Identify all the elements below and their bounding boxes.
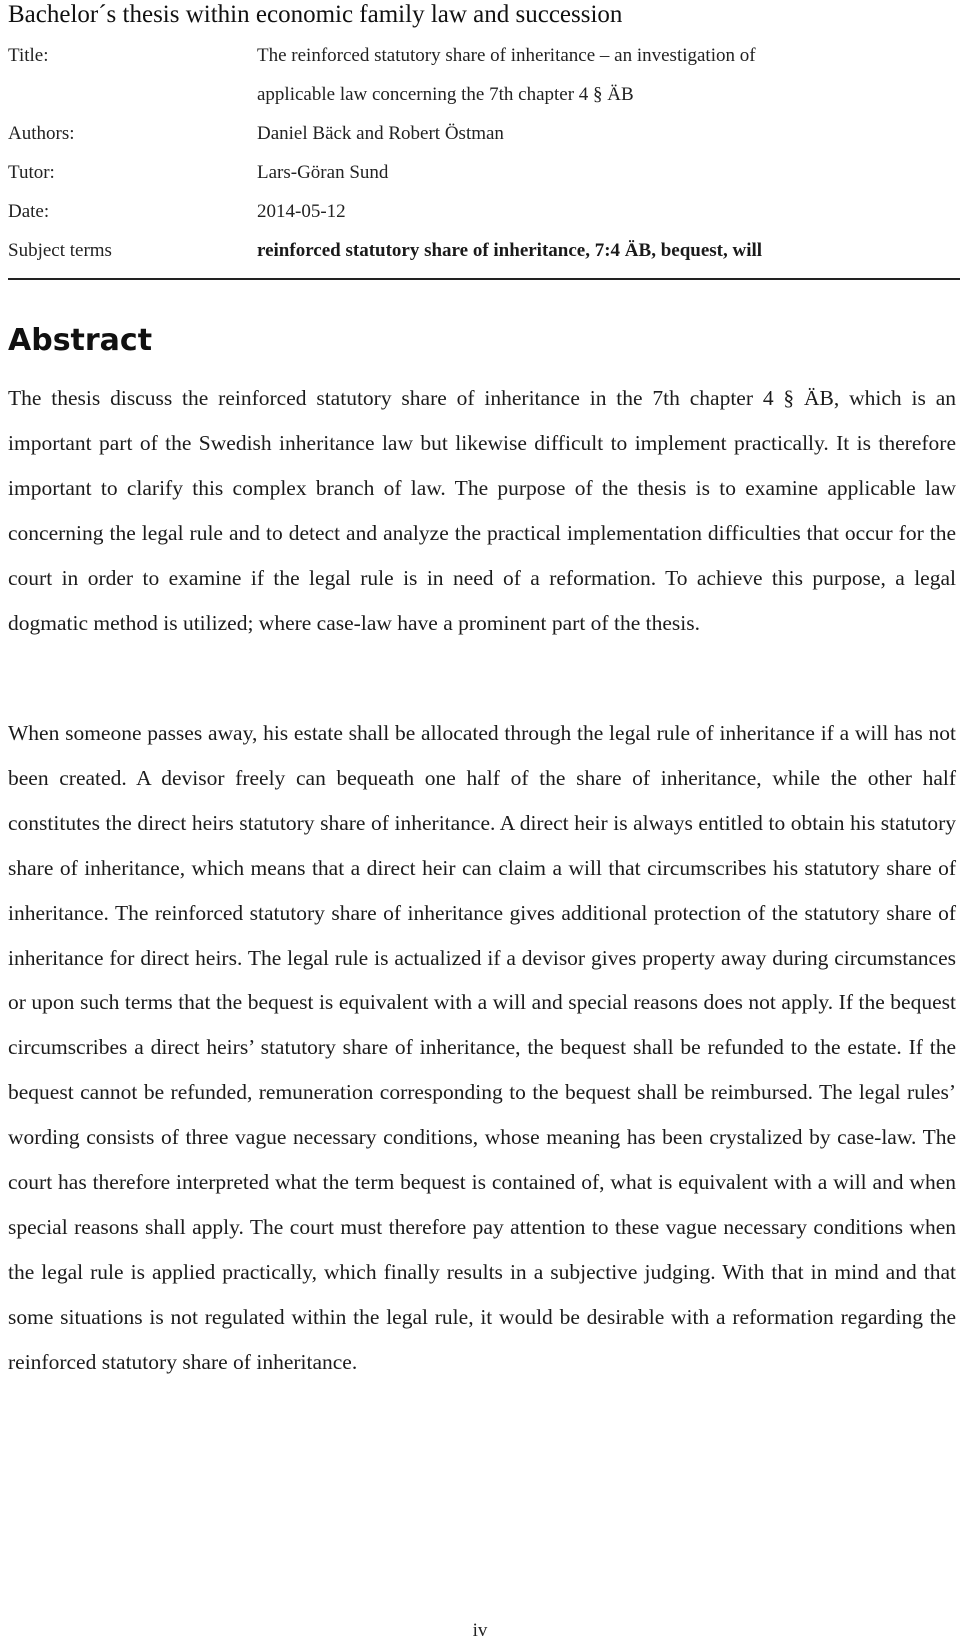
thesis-header-title: Bachelor´s thesis within economic family law and succession xyxy=(8,1,623,28)
abstract-paragraph-1: The thesis discuss the reinforced statutory share of inheritance in the 7th chapter 4 § ÄB, which is an important part of the Swedish inheritance law but likewise difficult to implement practically. It is therefore important to clarify this complex branch of law. The purpose of the thesis is to examine applicable law concerning the legal rule and to detect and analyze the practical implementation difficulties that occur for the court in order to examine if the legal rule is in need of a reformation. To achieve this purpose, a legal dogmatic method is utilized; where case-law have a prominent part of the thesis. xyxy=(8,386,956,635)
subject-terms-label: Subject terms xyxy=(8,240,112,261)
header-divider xyxy=(8,278,960,280)
title-value-line2: applicable law concerning the 7th chapter 4 § ÄB xyxy=(257,84,634,105)
tutor-label: Tutor: xyxy=(8,162,55,183)
abstract-paragraph-2: When someone passes away, his estate shall be allocated through the legal rule of inheritance if a will has not been created. A devisor freely can bequeath one half of the share of inheritance, while the other half constitutes the direct heirs statutory share of inheritance. A direct heir is always entitled to obtain his statutory share of inheritance, which means that a direct heir can claim a will that circumscribes his statutory share of inheritance. The reinforced statutory share of inheritance gives additional protection of the statutory share of inheritance for direct heirs. The legal rule is actualized if a devisor gives property away during circumstances or upon such terms that the bequest is equivalent with a will and special reasons does not apply. If the bequest circumscribes a direct heirs’ statutory share of inheritance, the bequest shall be refunded to the estate. If the bequest cannot be refunded, remuneration corresponding to the bequest shall be reimbursed. The legal rules’ wording consists of three vague necessary conditions, whose meaning has been crystalized by case-law. The court has therefore interpreted what the term bequest is contained of, what is equivalent with a will and when special reasons shall apply. The court must therefore pay attention to these vague necessary conditions when the legal rule is applied practically, which finally results in a subjective judging. With that in mind and that some situations is not regulated within the legal rule, it would be desirable with a reformation regarding the reinforced statutory share of inheritance. xyxy=(8,721,956,1374)
tutor-value: Lars-Göran Sund xyxy=(257,162,389,183)
page-number: iv xyxy=(472,1620,488,1641)
date-value: 2014-05-12 xyxy=(257,201,346,222)
subject-terms-value: reinforced statutory share of inheritance, 7:4 ÄB, bequest, will xyxy=(257,240,763,261)
authors-value: Daniel Bäck and Robert Östman xyxy=(257,123,504,144)
date-label: Date: xyxy=(8,201,50,222)
authors-label: Authors: xyxy=(8,123,75,144)
title-label: Title: xyxy=(8,45,49,66)
abstract-heading: Abstract xyxy=(8,323,153,358)
title-value-line1: The reinforced statutory share of inheritance – an investigation of xyxy=(257,45,756,66)
